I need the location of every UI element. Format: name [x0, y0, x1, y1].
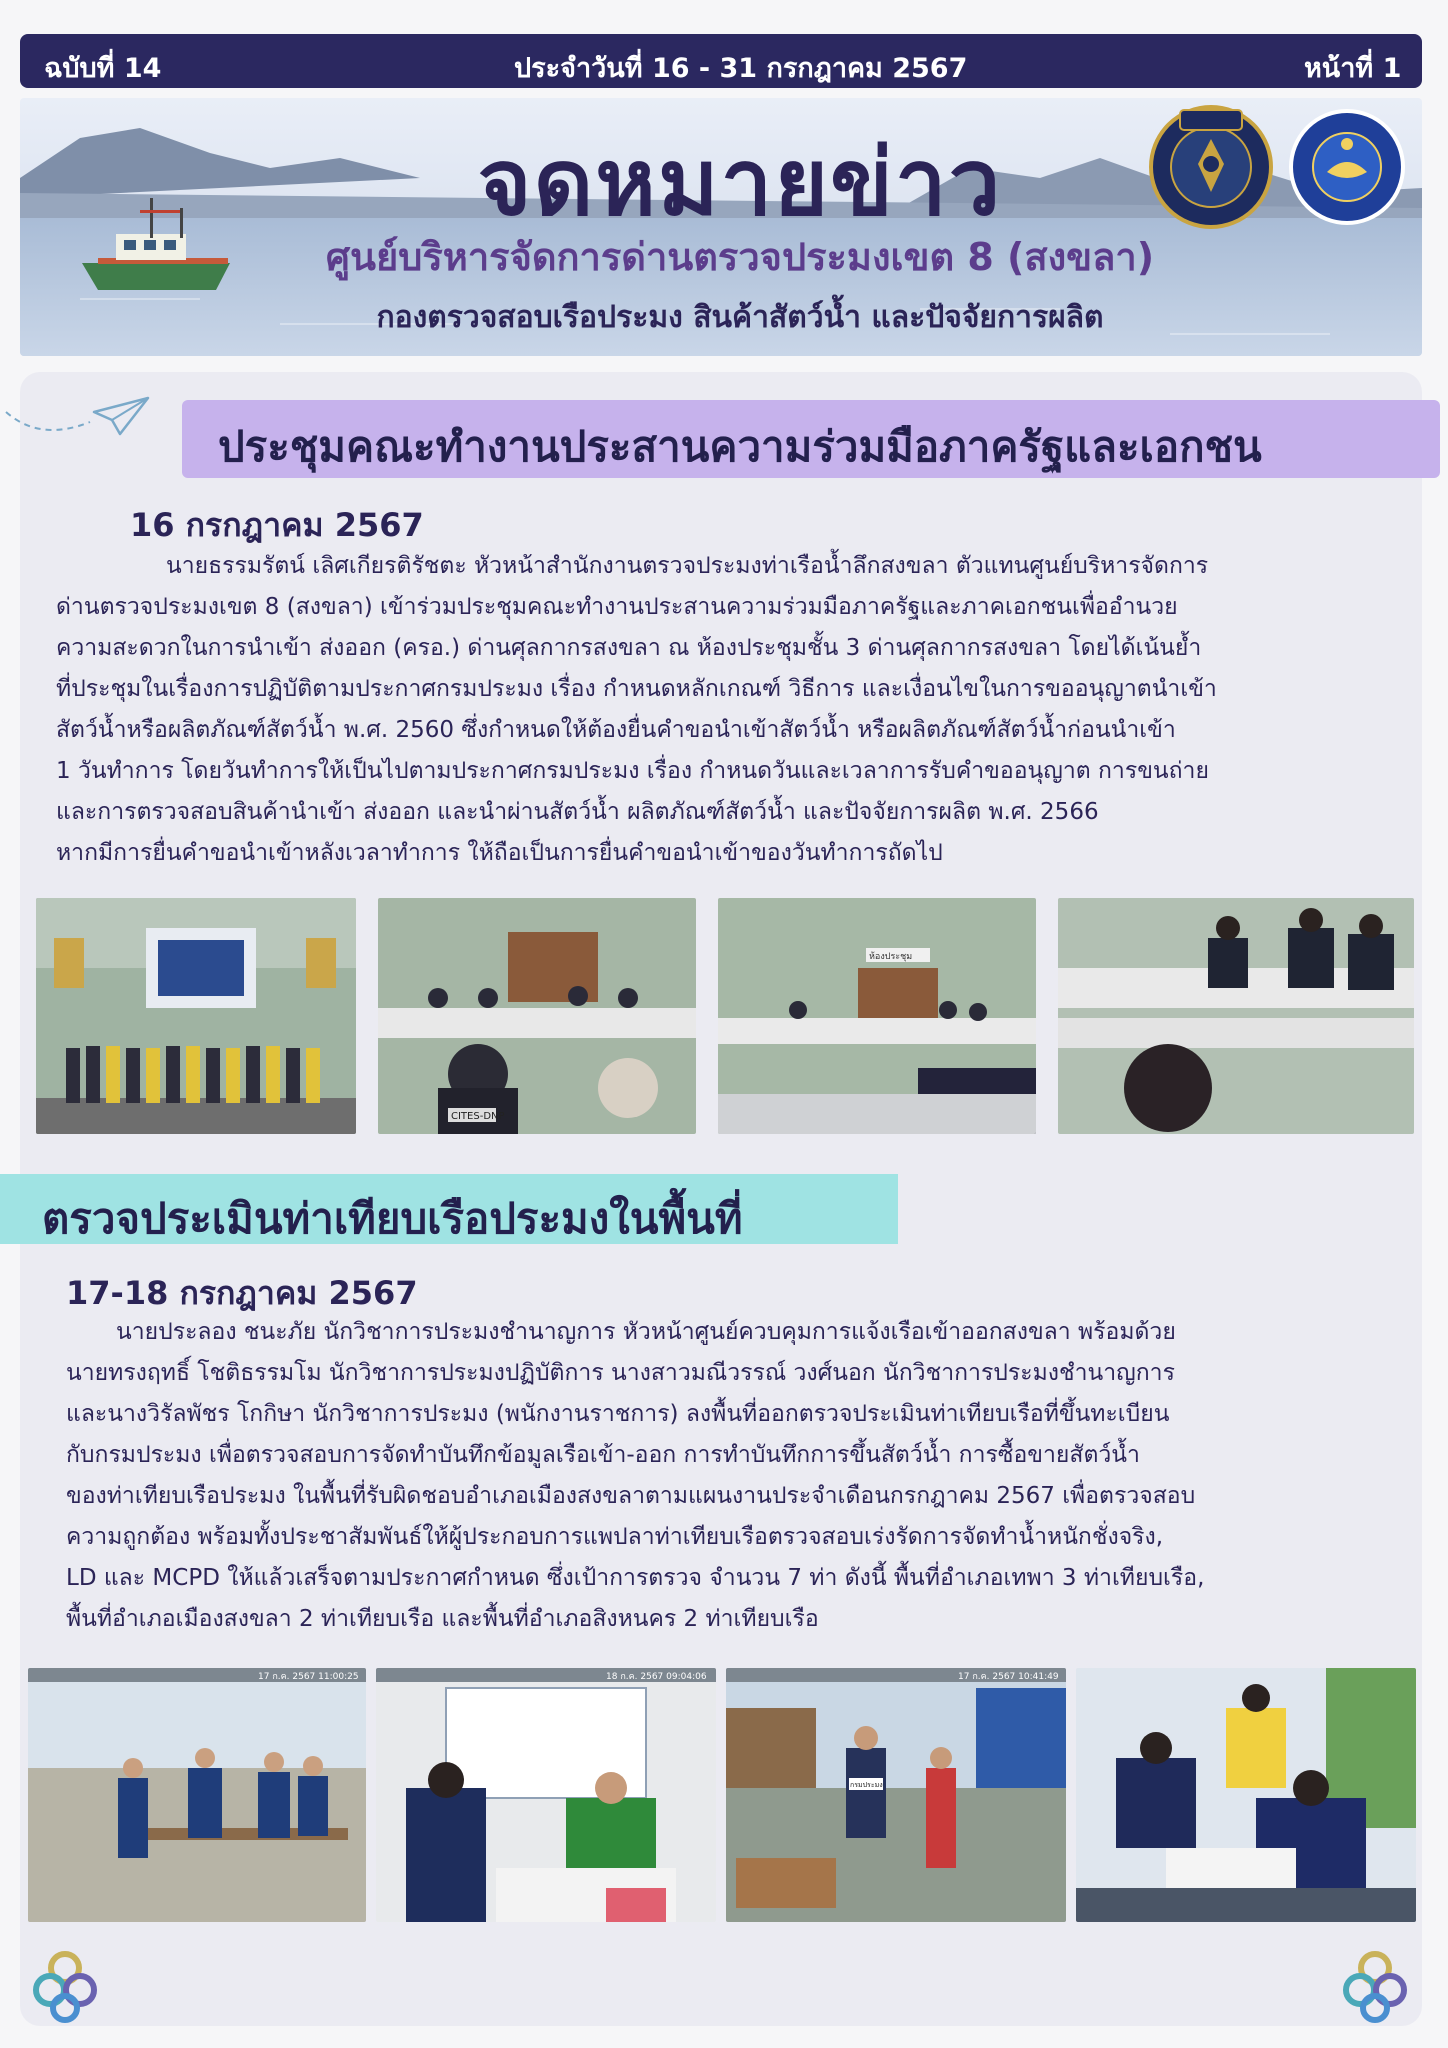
meeting-photo-room [718, 898, 1036, 1134]
issue-period: ประจำวันที่ 16 - 31 กรกฎาคม 2567 [514, 53, 968, 84]
top-bar [20, 34, 1422, 88]
body-line: ความสะดวกในการนำเข้า ส่งออก (ครอ.) ด่านศุลกากรสงขลา ณ ห้องประชุมชั้น 3 ด่านศุลกากรสงขลา โดยได้เน้นย้ำ [56, 635, 1202, 661]
body-line: กับกรมประมง เพื่อตรวจสอบการจัดทำบันทึกข้อมูลเรือเข้า-ออก การทำบันทึกการขึ้นสัตว์น้ำ การซื้อขายสัตว์น้ำ [66, 1442, 1140, 1468]
body-line: 1 วันทำการ โดยวันทำการให้เป็นไปตามประกาศกรมประมง เรื่อง กำหนดวันและเวลาการรับคำขออนุญาต การขนถ่าย [56, 758, 1209, 784]
section-date: 17-18 กรกฎาคม 2567 [66, 1274, 418, 1312]
issue-number: ฉบับที่ 14 [44, 53, 162, 84]
body-line: และนางวิรัลพัชร โกกิษา นักวิชาการประมง (พนักงานราชการ) ลงพื้นที่ออกตรวจประเมินท่าเทียบเรือที่ขึ้นทะเบียน [66, 1401, 1170, 1427]
fishery-inspection-badge-logo [1282, 104, 1412, 230]
newsletter-division: กองตรวจสอบเรือประมง สินค้าสัตว์น้ำ และปัจจัยการผลิต [376, 300, 1104, 335]
body-line: ด่านตรวจประมงเขต 8 (สงขลา) เข้าร่วมประชุมคณะทำงานประสานความร่วมมือภาครัฐและภาคเอกชนเพื่ออำนวย [56, 594, 1178, 620]
pier-photo-desk [1076, 1668, 1416, 1922]
page-number: หน้าที่ 1 [1304, 53, 1402, 84]
meeting-photo-officials [1058, 898, 1414, 1134]
section-heading-meeting [182, 400, 1440, 478]
sign-text: ห้องประชุม [869, 952, 913, 962]
body-line: และการตรวจสอบสินค้านำเข้า ส่งออก และนำผ่านสัตว์น้ำ ผลิตภัณฑ์สัตว์น้ำ และปัจจัยการผลิต พ.ศ. 2566 [56, 799, 1099, 825]
section-heading-text: ตรวจประเมินท่าเทียบเรือประมงในพื้นที่ [42, 1194, 743, 1243]
photo-timestamp: 17 ก.ค. 2567 10:41:49 [958, 1672, 1059, 1682]
body-line: ความถูกต้อง พร้อมทั้งประชาสัมพันธ์ให้ผู้ประกอบการแพปลาท่าเทียบเรือตรวจสอบเร่งรัดการจัดทำน้ำหนักชั่งจริง, [66, 1524, 1164, 1550]
masthead-banner [20, 98, 1422, 356]
body-line: ของท่าเทียบเรือประมง ในพื้นที่รับผิดชอบอำเภอเมืองสงขลาตามแผนงานประจำเดือนกรกฎาคม 2567 เพื่อตรวจสอบ [66, 1483, 1196, 1509]
body-line: หากมีการยื่นคำขอนำเข้าหลังเวลาทำการ ให้ถือเป็นการยื่นคำขอนำเข้าของวันทำการถัดไป [56, 840, 943, 866]
photo-timestamp: 18 ก.ค. 2567 09:04:06 [606, 1672, 707, 1682]
body-line: ที่ประชุมในเรื่องการปฏิบัติตามประกาศกรมประมง เรื่อง กำหนดหลักเกณฑ์ วิธีการ และเงื่อนไขในการขออนุญาตนำเข้า [56, 676, 1217, 702]
badge-text: CITES-DNP [451, 1111, 505, 1122]
newsletter-title: จดหมายข่าว [477, 129, 1003, 236]
newsletter-subtitle: ศูนย์บริหารจัดการด่านตรวจประมงเขต 8 (สงขลา) [325, 235, 1155, 279]
paper-plane-icon [0, 372, 160, 452]
body-line: พื้นที่อำเภอเมืองสงขลา 2 ท่าเทียบเรือ และพื้นที่อำเภอสิงหนคร 2 ท่าเทียบเรือ [66, 1606, 819, 1632]
photo-timestamp: 17 ก.ค. 2567 11:00:25 [258, 1672, 359, 1682]
department-of-fisheries-seal-logo [1148, 104, 1274, 230]
body-line: นายประลอง ชนะภัย นักวิชาการประมงชำนาญการ หัวหน้าศูนย์ควบคุมการแจ้งเรือเข้าออกสงขลา พร้อมด้วย [116, 1319, 1176, 1345]
section-body [66, 1312, 1382, 1640]
meeting-photo-table [378, 898, 696, 1134]
body-line: สัตว์น้ำหรือผลิตภัณฑ์สัตว์น้ำ พ.ศ. 2560 ซึ่งกำหนดให้ต้องยื่นคำขอนำเข้าสัตว์น้ำ หรือผลิตภัณฑ์สัตว์น้ำก่อนนำเข้า [56, 717, 1176, 743]
section-heading-pier [0, 1174, 898, 1244]
pier-photo-office [376, 1668, 716, 1922]
section-date: 16 กรกฎาคม 2567 [130, 506, 424, 544]
decorative-knot-icon-left [30, 1946, 100, 2026]
body-line: นายทรงฤทธิ์ โชติธรรมโม นักวิชาการประมงปฏิบัติการ นางสาวมณีวรรณ์ วงศ์นอก นักวิชาการประมงชำนาญการ [66, 1360, 1175, 1386]
pier-photo-outdoor [28, 1668, 366, 1922]
decorative-knot-icon-right [1340, 1946, 1410, 2026]
pier-photo-dock [726, 1668, 1066, 1922]
vest-text: กรมประมง [850, 1781, 883, 1789]
section-body [56, 546, 1386, 874]
meeting-photo-group [36, 898, 356, 1134]
body-line: นายธรรมรัตน์ เลิศเกียรติรัชตะ หัวหน้าสำนักงานตรวจประมงท่าเรือน้ำลึกสงขลา ตัวแทนศูนย์บริหารจัดการ [166, 553, 1209, 579]
body-line: LD และ MCPD ให้แล้วเสร็จตามประกาศกำหนด ซึ่งเป้าการตรวจ จำนวน 7 ท่า ดังนี้ พื้นที่อำเภอเทพา 3 ท่าเทียบเรือ, [66, 1565, 1205, 1591]
section-heading-text: ประชุมคณะทำงานประสานความร่วมมือภาครัฐและเอกชน [218, 422, 1262, 471]
